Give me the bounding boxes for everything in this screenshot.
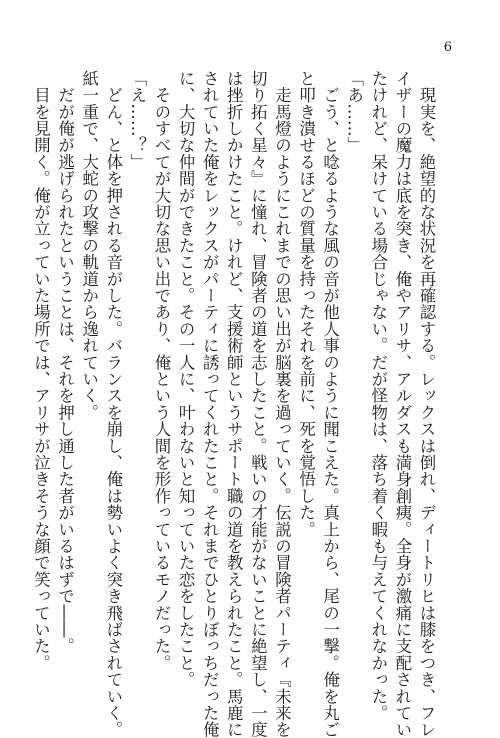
text-line: に、大切な仲間ができたこと。その一人に、叶わないと知っていた恋をしたこと。 (176, 70, 196, 688)
text-line: 「あ……」 (344, 70, 364, 154)
page-number: 6 (443, 40, 452, 55)
text-line: されていた俺をレックスがパーティに誘ってくれたこと。それまでひとりぼっちだった俺 (200, 70, 220, 738)
text-line: だが俺が逃げられたということは、それを押し通した者がいるはずで――。 (55, 70, 75, 655)
text-line: たけれど、呆けている場合じゃない。だが怪物は、落ち着く暇も与えてくれなかった。 (368, 70, 388, 722)
text-line: 「え……？」 (127, 70, 147, 171)
text-line: 目を見開く。俺が立っていた場所では、アリサが泣きそうな顔で笑っていた。 (31, 70, 51, 672)
text-line: は挫折しかけたこと。けれど、支援術師というサポート職の道を教えられたこと。馬鹿に (224, 70, 244, 738)
text-line: 紙一重で、大蛇の攻撃の軌道から逸れていく。 (79, 70, 99, 421)
text-line: 切り拓く星々』に憧れ、冒険者の道を志したこと。戦いの才能がないことに絶望し、一度 (248, 70, 268, 738)
text-line: と叩き潰せるほどの質量を持ったそれを前に、死を覚悟した。 (296, 70, 316, 538)
vertical-text-body (28, 70, 438, 738)
text-line: そのすべてが大切な思い出であり、俺という人間を形作っているモノだった。 (151, 70, 171, 672)
text-line: 走馬燈のようにこれまでの思い出が脳裏を過っていく。伝説の冒険者パーティ『未来を (272, 70, 292, 738)
text-line: イザーの魔力は底を突き、俺やアリサ、アルダスも満身創痍。全身が激痛に支配されてい (392, 70, 412, 738)
text-line: 現実を、絶望的な状況を再確認する。レックスは倒れ、ディートリヒは膝をつき、フレ (417, 70, 436, 738)
text-line: どん、と体を押される音がした。バランスを崩し、俺は勢いよく突き飛ばされていく。 (103, 70, 123, 738)
text-line: ごう、と唸るような風の音が他人事のように聞こえた。真上から、尾の一撃。俺を丸ご (320, 70, 340, 738)
